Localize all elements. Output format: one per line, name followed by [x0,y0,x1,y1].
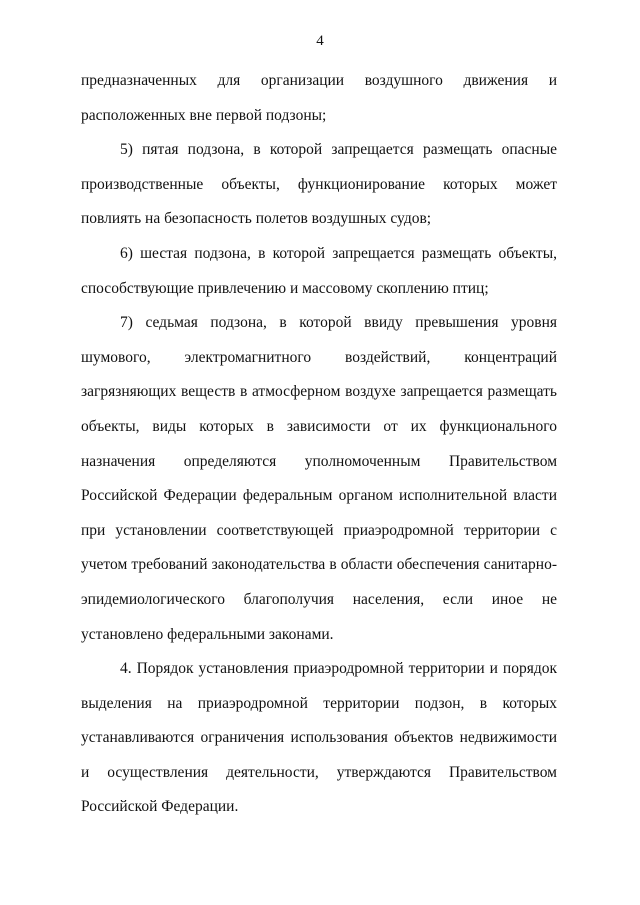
document-body [81,64,557,825]
paragraph-sixth-subzone: 6) шестая подзона, в которой запрещается размещать объекты, способствующие привлечению и массовому скоплению птиц; [81,244,557,297]
page-number: 4 [316,33,324,49]
paragraph-item-4-procedure: 4. Порядок установления приаэродромной территории и порядок выделения на приаэродромной территории подзон, в которых устанавливаются ограничения использования объектов недвижимости и осуществления деятельности, утверждаются Правительством Российской Федерации. [81,660,557,816]
paragraph-seventh-subzone: 7) седьмая подзона, в которой ввиду превышения уровня шумового, электромагнитного воздействий, концентраций загрязняющих веществ в атмосферном воздухе запрещается размещать объекты, виды которых в зависимости от их функционального назначения определяются уполномоченным Правительством Российской Федерации федеральным органом исполнительной власти при установлении соответствующей приаэродромной территории с учетом требований законодательства в области обеспечения санитарно-эпидемиологического благополучия населения, если иное не установлено федеральными законами. [81,314,557,643]
paragraph-continuation-first-subzone: предназначенных для организации воздушного движения и расположенных вне первой подзоны; [81,72,557,124]
paragraph-fifth-subzone: 5) пятая подзона, в которой запрещается размещать опасные производственные объекты, функционирование которых может повлиять на безопасность полетов воздушных судов; [81,141,557,228]
